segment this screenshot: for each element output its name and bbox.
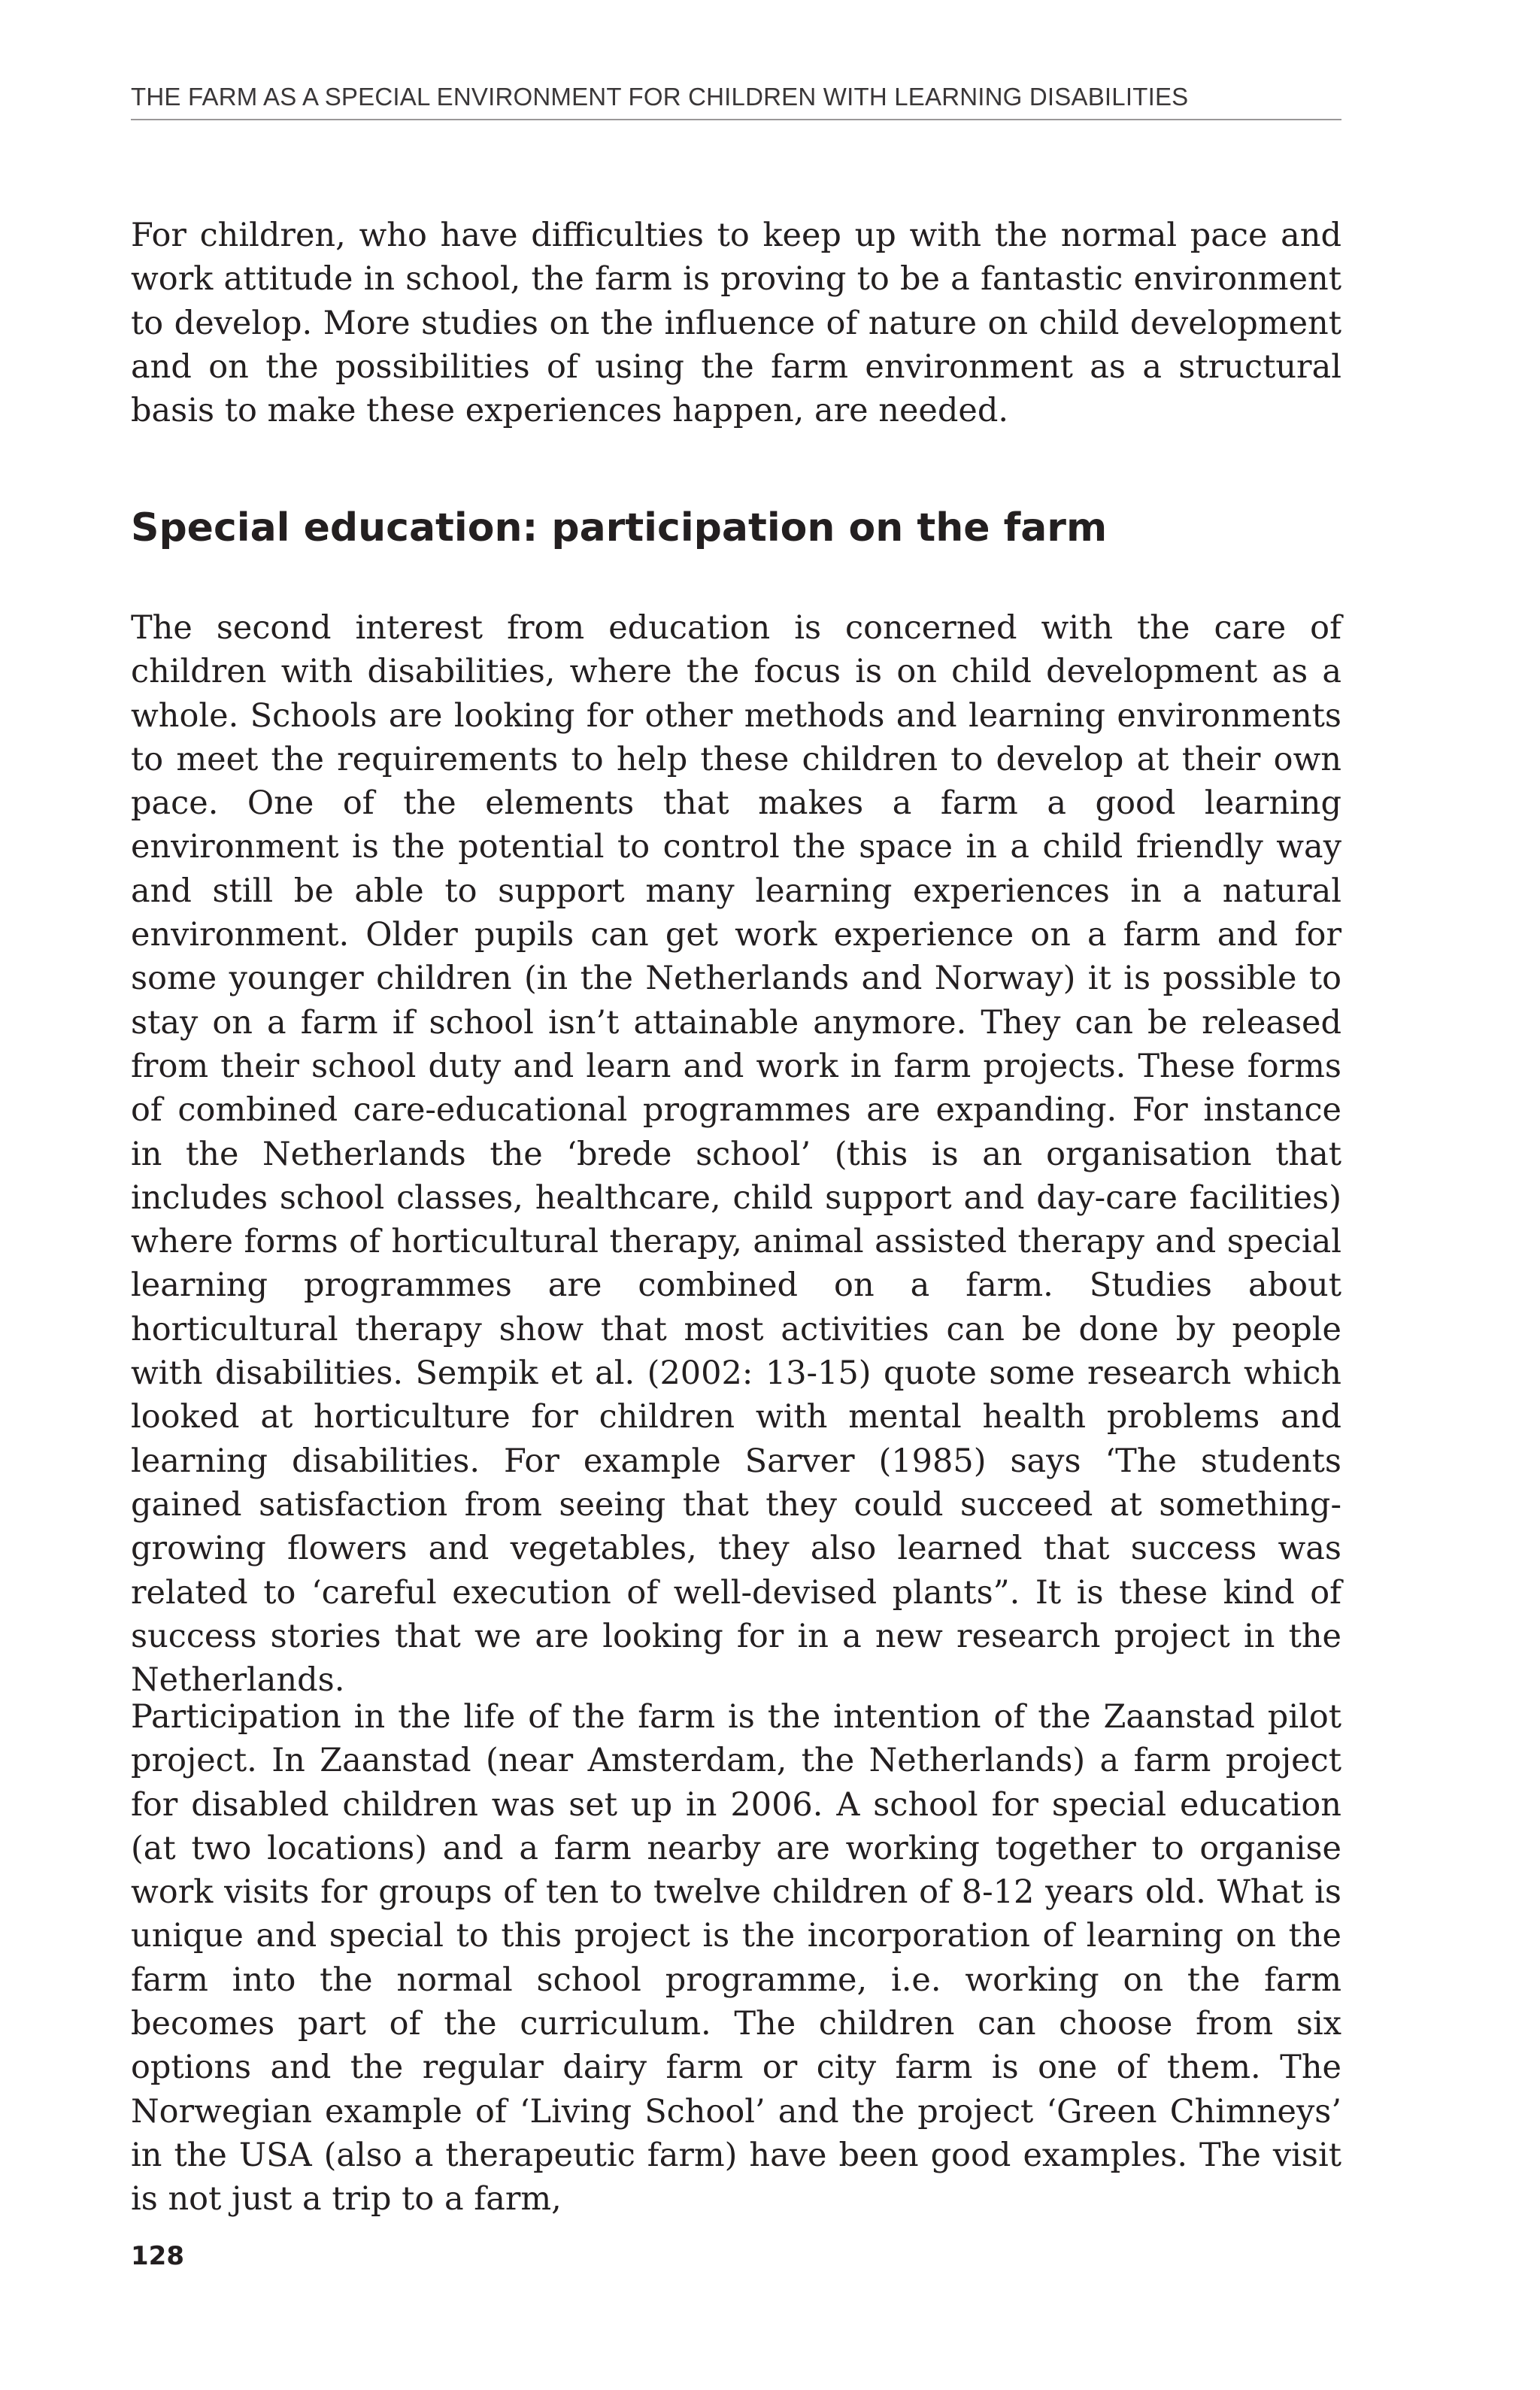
section-heading: Special education: participation on the farm [131, 505, 1108, 550]
page-number: 128 [131, 2241, 184, 2271]
body-paragraph: Participation in the life of the farm is the intention of the Zaanstad pilot project. In Zaanstad (near Amsterdam, the Netherlands) a farm project for disabled children was set up in 2006. A school for special education (at two locations) and a farm nearby are working together to organise work visits for groups of ten to twelve children of 8-12 years old. What is unique and special to this project is the incorporation of learning on the farm into the normal school programme, i.e. working on the farm becomes part of the curriculum. The children can choose from six options and the regular dairy farm or city farm is one of them. The Norwegian example of ‘Living School’ and the project ‘Green Chimneys’ in the USA (also a therapeutic farm) have been good examples. The visit is not just a trip to a farm, [131, 1698, 1341, 2219]
running-header: THE FARM AS A SPECIAL ENVIRONMENT FOR CHILDREN WITH LEARNING DISABILITIES [131, 83, 1189, 111]
header-rule [131, 119, 1341, 120]
intro-paragraph: For children, who have difficulties to keep up with the normal pace and work attitude in school, the farm is proving to be a fantastic environment to develop. More studies on the influence of nature on child development and on the possibilities of using the farm environment as a structural basis to make these experiences happen, are needed. [131, 217, 1341, 430]
body-paragraph: The second interest from education is concerned with the care of children with disabilities, where the focus is on child development as a whole. Schools are looking for other methods and learning environments to meet the requirements to help these children to develop at their own pace. One of the elements that makes a farm a good learning environment is the potential to control the space in a child friendly way and still be able to support many learning experiences in a natural environment. Older pupils can get work experience on a farm and for some younger children (in the Netherlands and Norway) it is possible to stay on a farm if school isn’t attainable anymore. They can be released from their school duty and learn and work in farm projects. These forms of combined care-educational programmes are expanding. For instance in the Netherlands the ‘brede school’ (this is an organisation that includes school classes, healthcare, child support and day-care facilities) where forms of horticultural therapy, animal assisted therapy and special learning programmes are combined on a farm. Studies about horticultural therapy show that most activities can be done by people with disabilities. Sempik et al. (2002: 13-15) quote some research which looked at horticulture for children with mental health problems and learning disabilities. For example Sarver (1985) says ‘The students gained satisfaction from seeing that they could succeed at something-growing flowers and vegetables, they also learned that success was related to ‘careful execution of well-devised plants”. It is these kind of success stories that we are looking for in a new research project in the Netherlands. [131, 609, 1341, 1700]
